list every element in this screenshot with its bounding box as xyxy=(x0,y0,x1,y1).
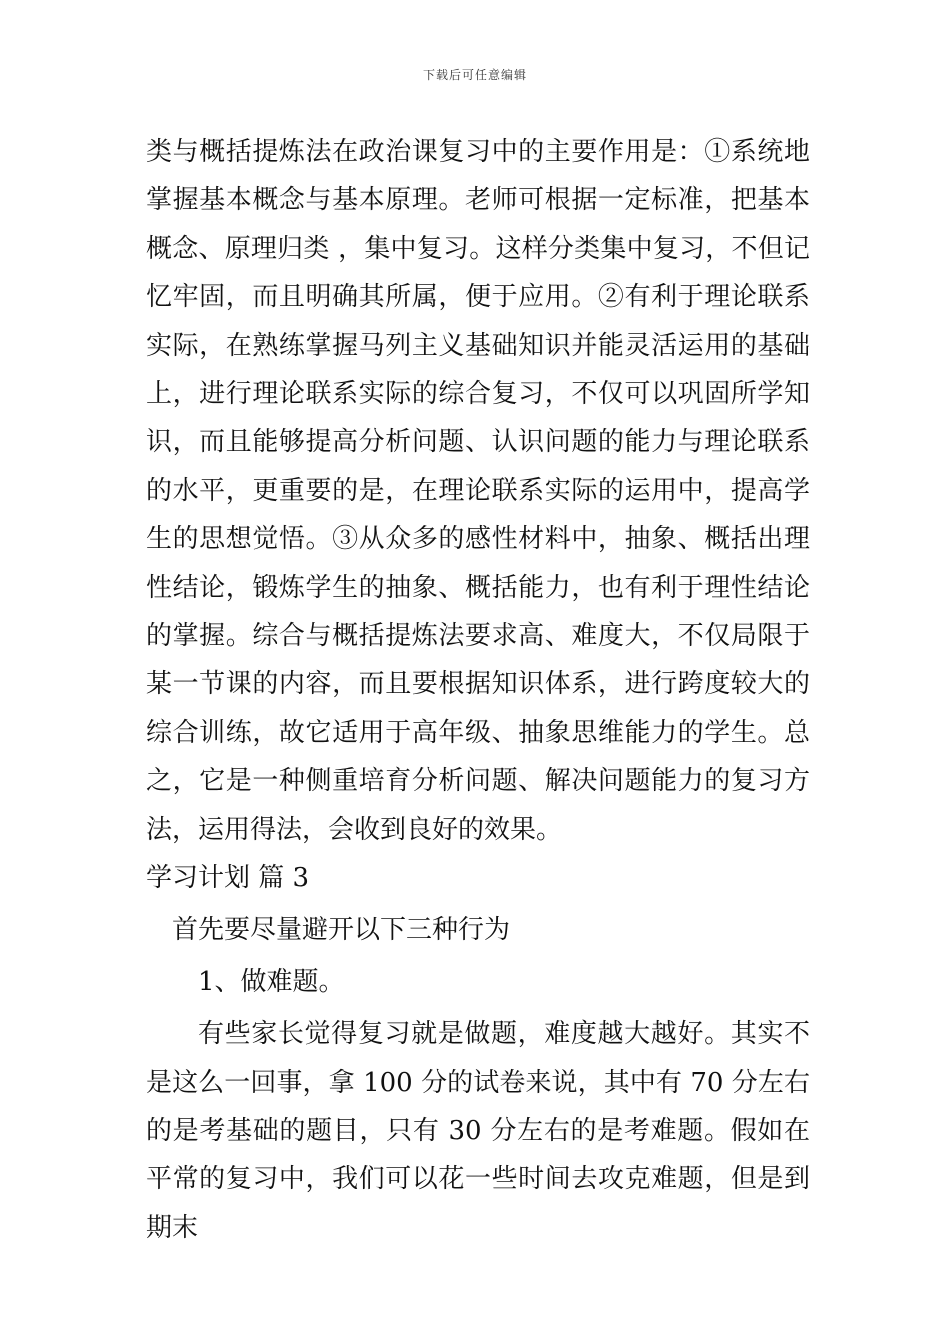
list-item-1: 1、做难题。 xyxy=(198,967,345,998)
page-header: 下载后可任意编辑 xyxy=(422,68,527,82)
paragraph-hard-problems: 有些家长觉得复习就是做题，难度越大越好。其实不是这么一回事，拿 100 分的试卷来说，其中有 70 分左右的是考基础的题目，只有 30 分左右的是考难题。假如在平常的复习中，我们可以花一些时间去攻克难题，但是到期末 xyxy=(146,1019,810,1243)
paragraph-review-methods: 类与概括提炼法在政治课复习中的主要作用是：①系统地掌握基本概念与基本原理。老师可根据一定标准，把基本概念、原理归类 ，集中复习。这样分类集中复习，不但记忆牢固，而且明确其所属，便于应用。②有利于理论联系实际，在熟练掌握马列主义基础知识并能灵活运用的基础上，进行理论联系实际的综合复习，不仅可以巩固所学知识，而且能够提高分析问题、认识问题的能力与理论联系的水平，更重要的是，在理论联系实际的运用中，提高学生的思想觉悟。③从众多的感性材料中，抽象、概括出理性结论，锻炼学生的抽象、概括能力，也有利于理性结论的掌握。综合与概括提炼法要求高、难度大，不仅局限于某一节课的内容，而且要根据知识体系，进行跨度较大的综合训练，故它适用于高年级、抽象思维能力的学生。总之，它是一种侧重培育分析问题、解决问题能力的复习方法，运用得法，会收到良好的效果。 xyxy=(146,137,810,845)
document-body xyxy=(146,128,810,1252)
section-heading: 学习计划 篇 3 xyxy=(146,863,310,894)
intro-line: 首先要尽量避开以下三种行为 xyxy=(172,915,511,946)
